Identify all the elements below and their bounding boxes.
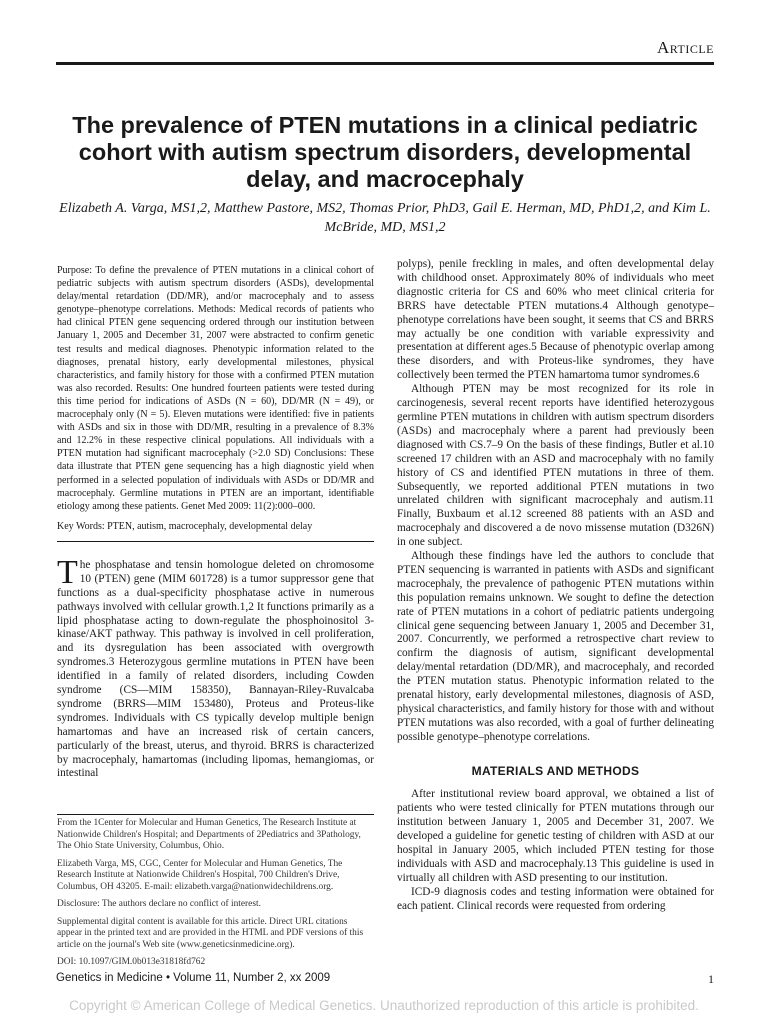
header-rule [56,62,714,65]
abstract-text: Purpose: To define the prevalence of PTEN mutations in a clinical cohort of pediatric subjects with autism spectrum disorders (ASDs), developmental delay/mental retardation (DD/MR), and/or macrocephaly and to assess genotype–phenotype correlations. Methods: Medical records of patients who had clinical PTEN gene sequencing ordered through our institution between January 1, 2005 and December 31, 2007 were abstracted to confirm genetic test results and medical diagnoses. Phenotypic information related to the diagnoses, prenatal history, early developmental milestones, physical characteristics, and family history for those with a confirmed PTEN mutation was also recorded. Results: One hundred fourteen patients were tested during this time period for indications of ASDs (N = 60), DD/MR (N = 49), or macrocephaly only (N = 5). Eleven mutations were identified: five in patients with ASDs and six in those with DD/MR, resulting in a prevalence of 8.3% and 12.2% in these respective clinical populations. All individuals with a PTEN mutation had significant macrocephaly (>2.0 SD) Conclusions: These data illustrate that PTEN gene sequencing has a high diagnostic yield when performed in a selected population of individuals with ASDs or DD/MR and macrocephaly. Germline mutations in PTEN are an important, identifiable etiology among these patients. Genet Med 2009: 11(2):000–000. [57,265,374,512]
paragraph: Although these findings have led the authors to conclude that PTEN sequencing is warranted in patients with ASDs and significant macrocephaly, the prevalence of pathogenic PTEN mutations within this population remains unknown. We sought to define the detection rate of PTEN mutations in a cohort of pediatric patients undergoing clinical gene sequencing between January 1, 2005 and December 31, 2007. Concurrently, we performed a retrospective chart review to confirm the diagnosis of autism, significant developmental delay/mental retardation (DD/MR), and macrocephaly, and recorded the PTEN mutation status. Phenotypic information related to the prenatal history, early developmental milestones, diagnosis of ASD, physical characteristics, and family history for those with and without PTEN mutations was also recorded, with a goal of further delineating possible genotype–phenotype correlations. [397,550,714,743]
left-column [57,264,374,781]
introduction [57,553,374,782]
drop-cap: T [57,553,78,591]
article-title: The prevalence of PTEN mutations in a clinical pediatric cohort with autism spectrum disorders, developmental delay, and macrocephaly [72,112,698,192]
correspondence: Elizabeth Varga, MS, CGC, Center for Molecular and Human Genetics, The Research Institute at Nationwide Children's Hospital, 700 Children's Drive, Columbus, OH 43205. E-mail: elizabeth.varga@nationwidechildrens.org. [57,858,343,892]
abstract-divider [57,541,374,542]
author-list: Elizabeth A. Varga, MS1,2, Matthew Pastore, MS2, Thomas Prior, PhD3, Gail E. Herman, MD, PhD1,2, and Kim L. McBride, MD, MS1,2 [59,201,711,235]
paragraph: ICD-9 diagnosis codes and testing information were obtained for each patient. Clinical records were requested from ordering [397,885,714,912]
page-number: 1 [708,972,714,986]
affiliations: From the 1Center for Molecular and Human Genetics, The Research Institute at Nationwide Children's Hospital; and Departments of 2Pediatrics and 3Pathology, The Ohio State University, Columbus, Ohio. [57,818,361,851]
footnotes [57,814,374,975]
journal-citation: Genetics in Medicine • Volume 11, Number 2, xx 2009 [56,972,331,984]
page-footer [56,972,714,987]
disclosure: Disclosure: The authors declare no conflict of interest. [57,899,261,909]
right-column [397,258,714,913]
intro-paragraph: he phosphatase and tensin homologue deleted on chromosome 10 (PTEN) gene (MIM 601728) is a tumor suppressor gene that functions as a dual-specificity phosphatase active in numerous pathways involved with cellular growth.1,2 It functions primarily as a lipid phosphatase acting to down-regulate the phosphoinositol 3-kinase/AKT pathway. This pathway is involved in cell proliferation, and its dysregulation has been associated with overgrowth syndromes.3 Heterozygous germline mutations in PTEN have been identified in a family of related disorders, including Cowden syndrome (CS—MIM 158350), Bannayan-Riley-Ruvalcaba syndrome (BRRS—MIM 153480), Proteus and Proteus-like syndromes. Individuals with CS typically develop multiple benign hamartomas and have an increased risk of certain cancers, particularly of the breast, uterus, and thyroid. BRRS is characterized by macrocephaly, hamartomas (including lipomas, hemangiomas, or intestinal [57,558,374,780]
supplemental-note: Supplemental digital content is available for this article. Direct URL citations appear in the printed text and are provided in the HTML and PDF versions of this article on the journal's Web site (www.geneticsinmedicine.org). [57,916,364,950]
abstract [57,264,374,542]
paragraph: Although PTEN may be most recognized for its role in carcinogenesis, several recent reports have identified heterozygous germline PTEN mutations in children with autism spectrum disorders (ASDs) and macrocephaly where a parent had previously been diagnosed with CS.7–9 On the basis of these findings, Butler et al.10 screened 17 children with an ASD and macrocephaly with no family history of CS and identified PTEN mutations in three of them. Subsequently, we reported additional PTEN mutations in two unrelated children with significant macrocephaly and autism.11 Finally, Buxbaum et al.12 screened 88 patients with an ASD and macrocephaly and discovered a de novo missense mutation (D326N) in one subject. [397,383,714,549]
copyright-notice: Copyright © American College of Medical Genetics. Unauthorized reproduction of this article is prohibited. [69,998,699,1013]
section-heading: MATERIALS AND METHODS [471,763,640,778]
paragraph: polyps), penile freckling in males, and often developmental delay with childhood onset. Approximately 80% of individuals who meet diagnostic criteria for CS and 60% who meet clinical criteria for BRRS have detectable PTEN mutations.4 Although genotype–phenotype correlations have been sought, it seems that CS and BRRS may actually be one condition with variable expressivity and presentation at different ages.5 Because of phenotypic overlap among these disorders, and with Proteus-like syndromes, they have collectively been termed the PTEN hamartoma tumor syndromes.6 [397,258,714,382]
paragraph: After institutional review board approval, we obtained a list of patients who were tested clinically for PTEN mutations through our institution between January 1, 2005 and December 31, 2007. We developed a guideline for genetic testing of children with ASD at our hospital in January 2005, which included PTEN testing for those individuals with ASD and macrocephaly.13 This guideline is used in virtually all children with ASD presenting to our institution. [397,788,714,884]
footnote-rule [57,814,374,815]
keywords: Key Words: PTEN, autism, macrocephaly, developmental delay [57,520,313,532]
doi: DOI: 10.1097/GIM.0b013e31818fd762 [57,957,206,967]
section-label: Article [656,38,714,57]
